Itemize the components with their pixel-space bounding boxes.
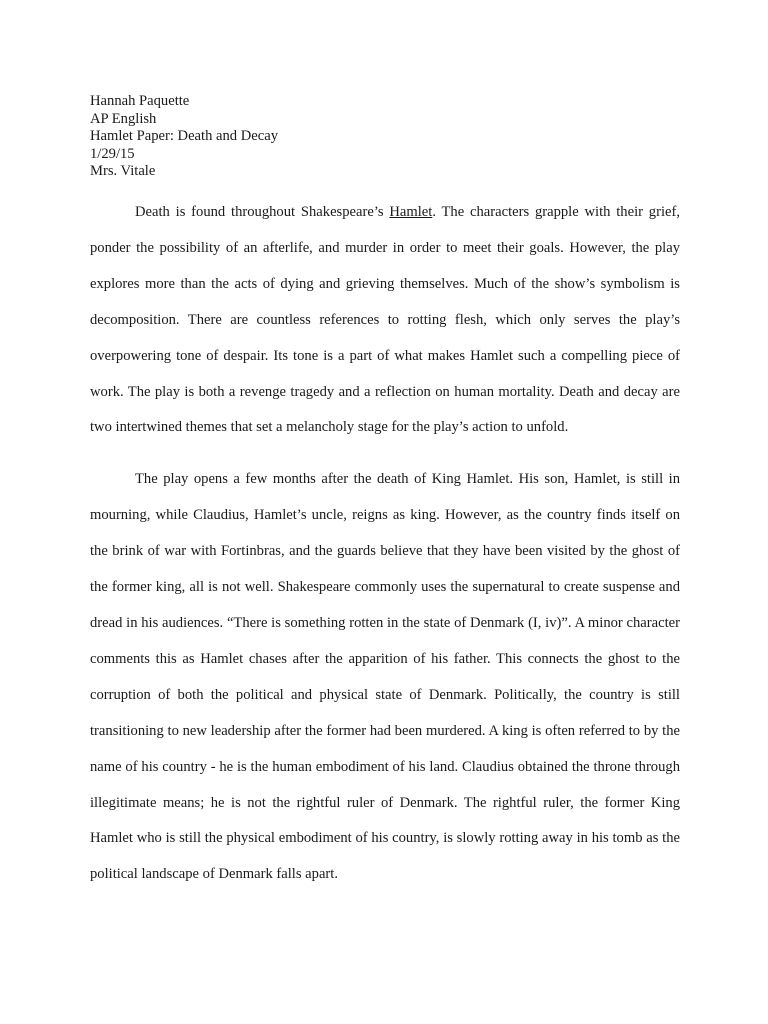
paragraph-1-rest: . The characters grapple with their grief, ponder the possibility of an afterlife, and murder in order to meet their goals. However, the play explores more than the acts of dying and grieving themselves. Much of the show’s symbolism is decomposition. There are countless references to rotting flesh, which only serves the play’s overpowering tone of despair. Its tone is a part of what makes Hamlet such a compelling piece of work. The play is both a revenge tragedy and a reflection on human mortality. Death and decay are two intertwined themes that set a melancholy stage for the play’s action to unfold. [90, 204, 680, 436]
teacher-name: Mrs. Vitale [90, 163, 156, 179]
essay-body [90, 195, 680, 893]
paragraph-2: The play opens a few months after the death of King Hamlet. His son, Hamlet, is still in mourning, while Claudius, Hamlet’s uncle, reigns as king. However, as the country finds itself on the brink of war with Fortinbras, and the guards believe that they have been visited by the ghost of the former king, all is not well. Shakespeare commonly uses the supernatural to create suspense and dread in his audiences. “There is something rotten in the state of Denmark (I, iv)”. A minor character comments this as Hamlet chases after the apparition of his father. This connects the ghost to the corruption of both the political and physical state of Denmark. Politically, the country is still transitioning to new leadership after the former had been murdered. A king is often referred to by the name of his country - he is the human embodiment of his land. Claudius obtained the throne through illegitimate means; he is not the rightful ruler of Denmark. The rightful ruler, the former King Hamlet who is still the physical embodiment of his country, is slowly rotting away in his tomb as the political landscape of Denmark falls apart. [90, 471, 680, 883]
paragraph-1 [90, 195, 680, 446]
play-title: Hamlet [389, 204, 433, 220]
course-name: AP English [90, 110, 157, 127]
paper-title: Hamlet Paper: Death and Decay [90, 128, 279, 144]
paragraph-1-opening: Death is found throughout Shakespeare’s [135, 204, 390, 220]
author-name: Hannah Paquette [90, 93, 190, 109]
paper-date: 1/29/15 [90, 145, 135, 162]
document-heading [90, 93, 278, 181]
